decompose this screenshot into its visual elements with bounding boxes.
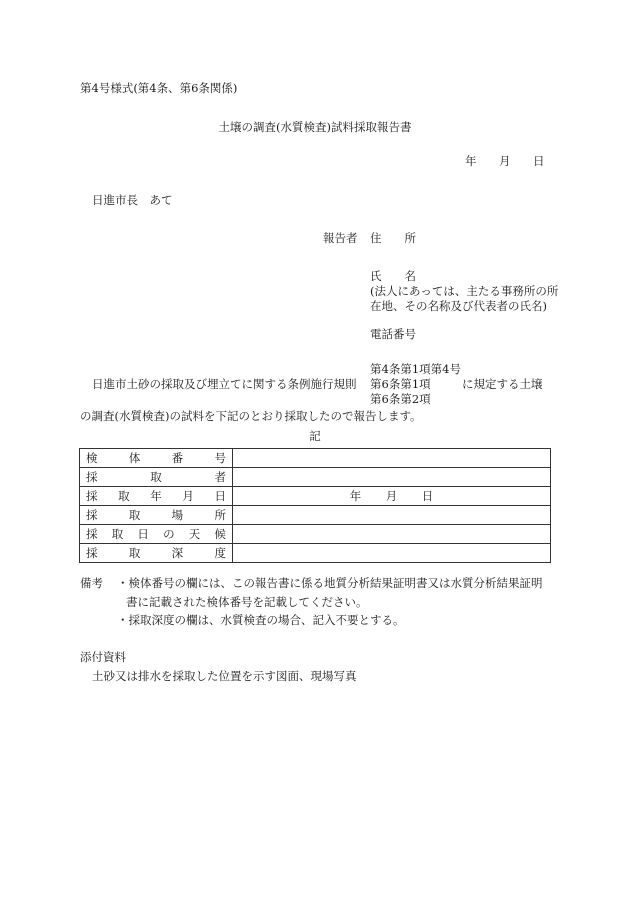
remarks-note: ・検体番号の欄には、この報告書に係る地質分析結果証明書又は水質分析結果証明 [117,576,543,590]
row-label-char: 深 [171,546,184,560]
document-title: 土壌の調査(水質検査)試料採取報告書 [218,120,412,134]
reporter-phone-label: 電話番号 [370,327,416,341]
date-day: 日 [533,154,545,168]
row-label [80,506,233,525]
sample-record-table [79,448,551,563]
table-row [80,449,551,468]
addressee: 日進市長 あて [92,193,173,207]
row-label-char: 所 [214,508,226,522]
remarks-note: ・採取深度の欄は、水質検査の場合、記入不要とする。 [117,613,405,627]
table-row [80,544,551,563]
clause-option: 第6条第2項 [370,392,431,406]
row-label-char: 検 [86,451,98,465]
row-label-char: 体 [128,451,141,465]
remarks-note: 書に記載された検体番号を記載してください。 [126,595,368,609]
row-label-char: 度 [214,546,226,560]
attachment-label: 添付資料 [80,650,126,664]
row-label-char: 場 [171,508,184,522]
remarks-label: 備考 [80,576,103,590]
row-label-char: 号 [214,451,226,465]
row-label-char: 採 [86,470,98,484]
row-value-field[interactable] [233,487,551,506]
row-label-char: 候 [214,527,226,541]
row-label-char: 日 [214,489,226,503]
row-label-char: 日 [137,527,149,541]
row-label-char: 月 [182,489,194,503]
row-label-char: 取 [111,527,124,541]
reporter-name-note: (法人にあっては、主たる事務所の所在地、その名称及び代表者の氏名) [370,284,559,313]
row-label [80,468,233,487]
date-year: 年 [465,154,477,168]
attachment-text: 土砂又は排水を採取した位置を示す図面、現場写真 [92,669,357,683]
ki-heading: 記 [309,429,321,443]
row-label [80,487,233,506]
table-row [80,525,551,544]
row-label-char: 取 [128,508,141,522]
date-unit: 月 [385,489,398,503]
statement-text: に規定する土壌 [462,377,543,391]
table-row [80,506,551,525]
row-label-char: 者 [214,470,226,484]
form-number: 第4号様式(第4条、第6条関係) [80,81,238,95]
row-label-char: 天 [188,527,201,541]
row-label [80,544,233,563]
row-value-field[interactable] [233,468,551,487]
row-label-char: 採 [86,489,98,503]
table-row [80,468,551,487]
row-label [80,449,233,468]
row-value-field[interactable] [233,525,551,544]
row-label-char: 取 [150,470,162,484]
row-label-char: 採 [86,546,98,560]
table-row [80,487,551,506]
row-label [80,525,233,544]
reporter-address-label: 住 所 [370,231,416,245]
clause-option: 第6条第1項 [370,377,431,391]
statement-continuation: の調査(水質検査)の試料を下記のとおり採取したので報告します。 [80,409,422,423]
row-label-char: 採 [86,527,98,541]
row-label-char: 番 [171,451,184,465]
row-label-char: 取 [118,489,130,503]
reporter-label: 報告者 [323,231,358,245]
date-unit: 年 [349,489,362,503]
date-unit: 日 [421,489,434,503]
report-date [465,154,545,168]
row-value-field[interactable] [233,449,551,468]
date-month: 月 [499,154,511,168]
regulation-name: 日進市土砂の採取及び埋立てに関する条例施行規則 [92,377,357,391]
clause-option: 第4条第1項第4号 [370,362,461,376]
row-label-char: の [163,527,175,541]
row-label-char: 年 [150,489,162,503]
row-label-char: 採 [86,508,98,522]
row-value-field[interactable] [233,506,551,525]
row-label-char: 取 [128,546,141,560]
row-value-field[interactable] [233,544,551,563]
reporter-name-label: 氏 名 [370,269,416,283]
